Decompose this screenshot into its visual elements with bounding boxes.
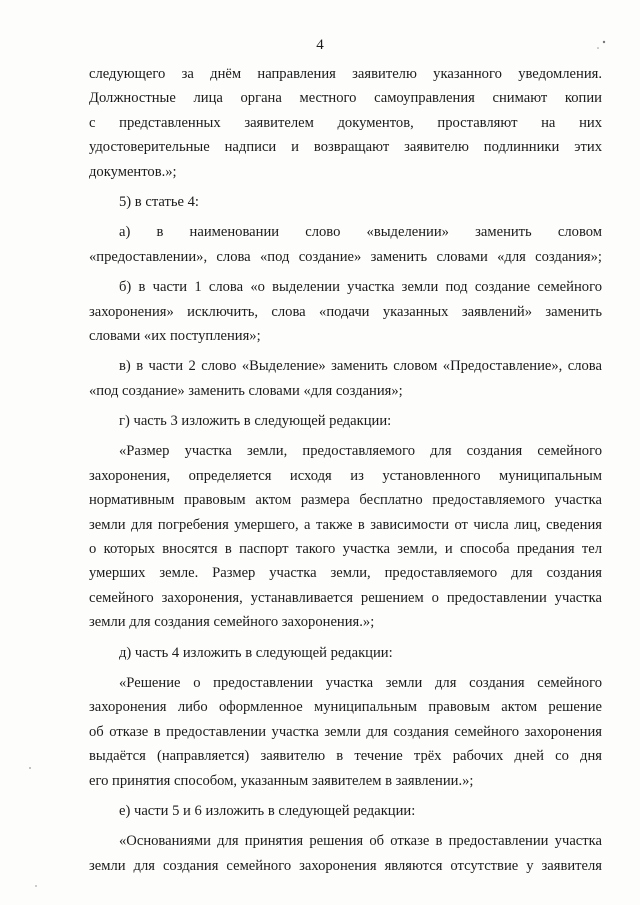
text-line: е) части 5 и 6 изложить в следующей редакции: bbox=[119, 802, 416, 819]
text-line: «под создание» заменить словами «для создания»; bbox=[89, 382, 403, 399]
text-line: «Размер участка земли, предоставляемого для создания семейного bbox=[119, 443, 602, 460]
text-line: земли для создания семейного захоронения.»; bbox=[89, 614, 375, 631]
text-line: удостоверительные надписи и возвращают заявителю подлинники этих bbox=[89, 139, 602, 156]
text-line: документов.»; bbox=[89, 163, 177, 180]
text-line: «Основаниями для принятия решения об отказе в предоставлении участка bbox=[119, 833, 602, 850]
text-line: захоронения» исключить, слова «подачи указанных заявлений» заменить bbox=[89, 303, 602, 320]
scan-speck bbox=[29, 767, 31, 769]
text-line: словами «их поступления»; bbox=[89, 327, 261, 344]
page-number: 4 bbox=[316, 37, 324, 53]
scan-speck bbox=[35, 885, 37, 887]
text-line: б) в части 1 слова «о выделении участка земли под создание семейного bbox=[119, 279, 602, 296]
text-line: земли для погребения умершего, а также в зависимости от числа лиц, сведения bbox=[89, 516, 602, 533]
text-line: в) в части 2 слово «Выделение» заменить словом «Предоставление», слова bbox=[119, 358, 602, 375]
text-line: нормативным правовым актом размера бесплатно предоставляемого участка bbox=[89, 492, 602, 509]
text-line: «Решение о предоставлении участка земли для создания семейного bbox=[119, 674, 602, 691]
text-line: его принятия способом, указанным заявителем в заявлении.»; bbox=[89, 772, 474, 789]
text-line: д) часть 4 изложить в следующей редакции: bbox=[119, 644, 393, 661]
text-line: о которых вносятся в паспорт такого участка земли, и способа предания тел bbox=[89, 541, 602, 558]
text-line: Должностные лица органа местного самоуправления снимают копии bbox=[89, 90, 602, 107]
text-line: «предоставлении», слова «под создание» заменить словами «для создания»; bbox=[89, 248, 602, 265]
text-line: захоронения, определяется исходя из установленного муниципальным bbox=[89, 467, 602, 484]
text-line: умерших земле. Размер участка земли, предоставляемого для создания bbox=[89, 565, 602, 582]
text-line: с представленных заявителем документов, проставляют на них bbox=[89, 114, 602, 131]
body-text bbox=[89, 62, 602, 878]
text-line: а) в наименовании слово «выделении» заменить словом bbox=[119, 224, 602, 241]
text-line: следующего за днём направления заявителю указанного уведомления. bbox=[89, 66, 602, 82]
text-line: выдаётся (направляется) заявителю в течение трёх рабочих дней со дня bbox=[89, 748, 602, 765]
text-line: 5) в статье 4: bbox=[119, 193, 199, 210]
text-line: захоронения либо оформленное муниципальным правовым актом решение bbox=[89, 699, 602, 716]
text-line: земли для создания семейного захоронения являются отсутствие у заявителя bbox=[89, 857, 602, 874]
text-line: г) часть 3 изложить в следующей редакции: bbox=[119, 413, 392, 430]
text-line: об отказе в предоставлении участка земли для создания семейного захоронения bbox=[89, 723, 602, 740]
text-line: семейного захоронения, устанавливается решением о предоставлении участка bbox=[89, 589, 602, 606]
